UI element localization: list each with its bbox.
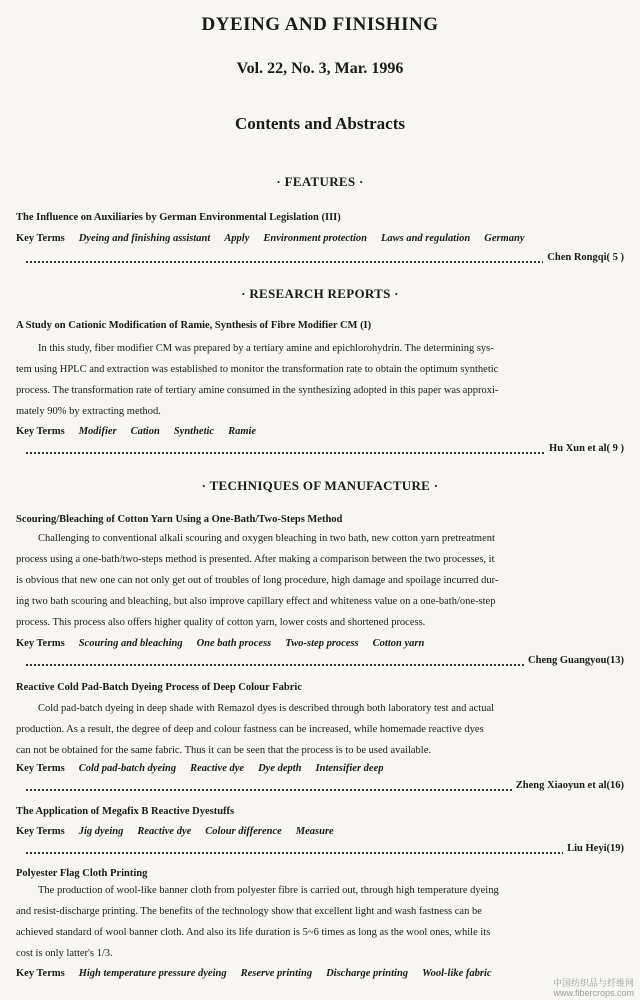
key-term: Apply [224,233,250,244]
abstract-line: tem using HPLC and extraction was established to monitor the transformation rate to obtain the optimum synthetic [16,364,499,375]
key-terms-label: Key Terms [16,968,65,979]
key-terms-row [16,638,624,649]
key-terms-row [16,763,624,774]
key-terms-row [16,426,624,437]
site-watermark [553,978,634,998]
author-line [26,843,624,857]
author-line [26,252,624,266]
key-term: Dye depth [258,763,302,774]
key-term: Environment protection [263,233,367,244]
key-term: Colour difference [205,826,282,837]
section-heading-techniques: · TECHNIQUES OF MANUFACTURE · [201,478,439,493]
abstract-line: is obvious that new one can not only get out of troubles of long procedure, high damage and spoilage incurred dur- [16,575,499,586]
key-term: Laws and regulation [380,233,471,244]
leader-dots [26,852,624,854]
article-title: The Application of Megafix B Reactive Dyestuffs [16,806,235,817]
author-citation: Zheng Xiaoyun et al(16) [512,780,624,791]
key-term: Two-step process [285,638,359,649]
key-term: Cation [130,426,160,437]
abstract-line: ing two bath scouring and bleaching, but also improve capillary effect and whiteness value on a one-bath/one-step [16,596,496,607]
key-terms-row [16,968,624,979]
contents-heading: Contents and Abstracts [234,114,406,133]
abstract-line: process using a one-bath/two-steps method is presented. After making a comparison between the two processes, it [16,554,495,565]
author-citation: Chen Rongqi( 5 ) [543,252,624,263]
article-title: The Influence on Auxiliaries by German Environmental Legislation (III) [16,212,341,223]
key-terms-label: Key Terms [16,826,65,837]
key-term: High temperature pressure dyeing [78,968,227,979]
abstract-line: cost is only latter's 1/3. [16,948,113,959]
author-citation: Liu Heyi(19) [563,843,624,854]
key-term: Reactive dye [137,826,192,837]
section-heading-research-reports: · RESEARCH REPORTS · [241,286,399,301]
article-abstract [16,880,624,964]
key-term: Jig dyeing [78,826,124,837]
author-line [26,655,624,669]
key-term: Reserve printing [240,968,313,979]
article-abstract [16,528,624,633]
key-term: Discharge printing [326,968,409,979]
key-term: Modifier [78,426,117,437]
section-heading-features: · FEATURES · [276,174,364,189]
key-terms-label: Key Terms [16,638,65,649]
watermark-url: www.fibercrops.com [553,988,634,998]
abstract-line: Cold pad-batch dyeing in deep shade with Remazol dyes is described through both laboratory test and actual [38,703,495,714]
key-term: Scouring and bleaching [78,638,183,649]
key-terms-label: Key Terms [16,233,65,244]
watermark-site-name: 中国纺织品与纤维网 [552,978,634,988]
key-terms-label: Key Terms [16,763,65,774]
article-abstract [16,698,624,761]
key-term: Measure [295,826,334,837]
key-term: Cold pad-batch dyeing [78,763,177,774]
abstract-line: The production of wool-like banner cloth from polyester fibre is carried out, through high temperature dyeing [38,885,499,896]
author-line [26,780,624,794]
key-term: Ramie [228,426,257,437]
key-term: Reactive dye [190,763,245,774]
abstract-line: In this study, fiber modifier CM was prepared by a tertiary amine and epichlorohydrin. The determining sys- [38,343,494,354]
article-title: A Study on Cationic Modification of Ramie, Synthesis of Fibre Modifier CM (I) [16,320,372,331]
article-title: Reactive Cold Pad-Batch Dyeing Process of Deep Colour Fabric [16,682,302,693]
abstract-line: process. This process also offers higher quality of cotton yarn, lower costs and shortened process. [16,617,426,628]
key-term: Synthetic [173,426,215,437]
key-term: Dyeing and finishing assistant [78,233,211,244]
key-term: One bath process [196,638,272,649]
leader-dots [26,452,624,454]
author-citation: Cheng Guangyou(13) [524,655,624,666]
key-terms-row [16,826,624,837]
author-citation: Hu Xun et al( 9 ) [545,443,624,454]
abstract-line: achieved standard of wool banner cloth. And also its life duration is 5~6 times as long as the wool ones, while its [16,927,491,938]
journal-title: DYEING AND FINISHING [201,14,439,35]
abstract-line: can not be obtained for the same fabric. Thus it can be seen that the process is to be used available. [16,745,431,756]
key-term: Cotton yarn [372,638,425,649]
key-terms-label: Key Terms [16,426,65,437]
key-term: Intensifier deep [315,763,384,774]
abstract-line: production. As a result, the degree of deep and colour fastness can be increased, while homemade reactive dyes [16,724,484,735]
issue-info: Vol. 22, No. 3, Mar. 1996 [236,60,404,77]
abstract-line: mately 90% by extracting method. [16,406,161,417]
abstract-line: Challenging to conventional alkali scouring and oxygen bleaching in two bath, new cotton yarn pretreatment [38,533,495,544]
key-terms-row [16,233,624,244]
article-abstract [16,338,624,422]
key-term: Wool-like fabric [422,968,492,979]
author-line [26,443,624,457]
article-title: Scouring/Bleaching of Cotton Yarn Using a One-Bath/Two-Steps Method [16,514,343,525]
leader-dots [26,261,624,263]
abstract-line: process. The transformation rate of tertiary amine consumed in the synthesizing adopted in this paper was approxi- [16,385,499,396]
article-title: Polyester Flag Cloth Printing [16,868,148,879]
key-term: Germany [484,233,525,244]
abstract-line: and resist-discharge printing. The benefits of the technology show that excellent light and wash fastness can be [16,906,482,917]
